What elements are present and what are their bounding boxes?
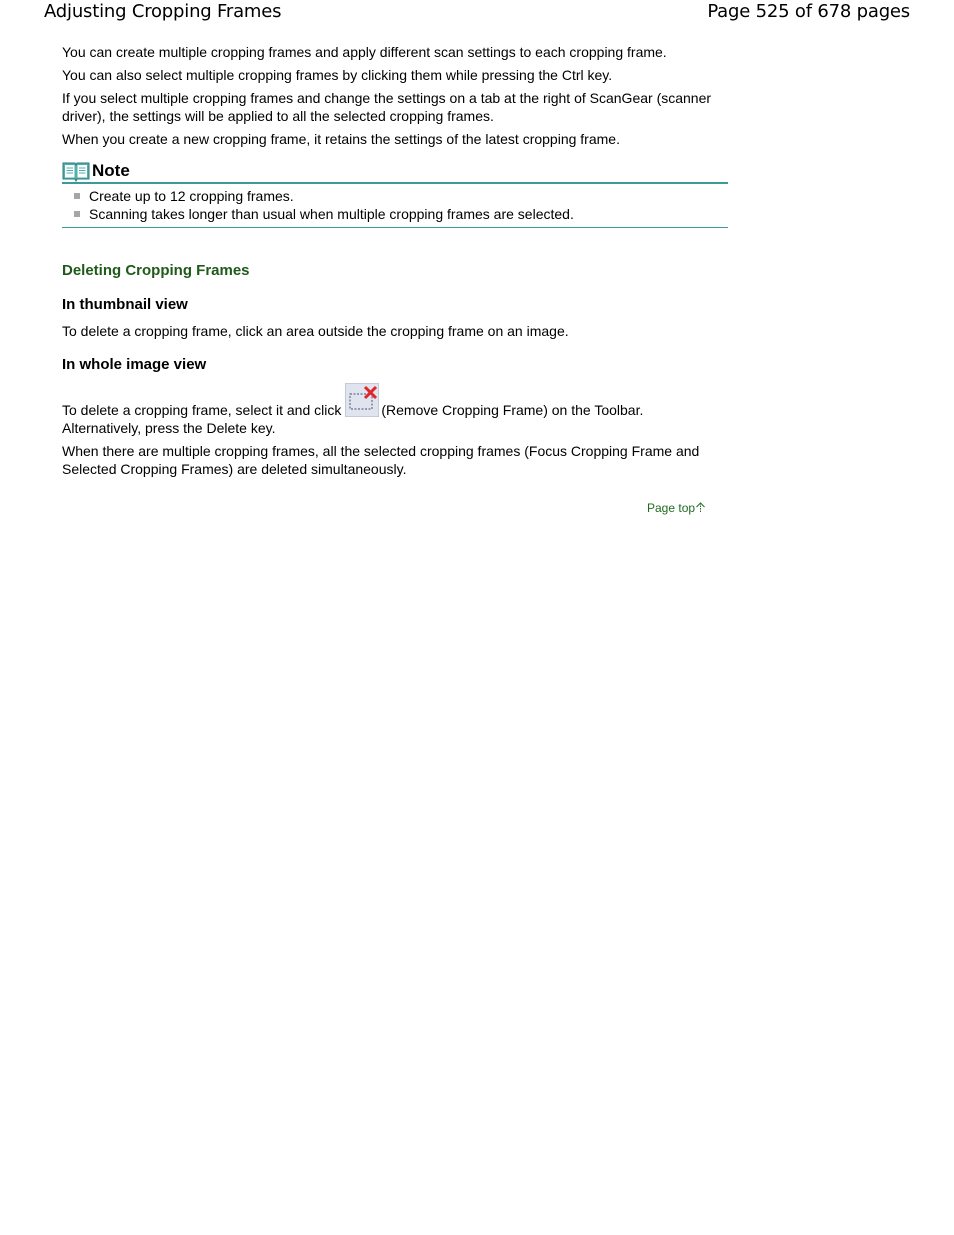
note-list [62, 184, 728, 228]
intro-paragraph: If you select multiple cropping frames and change the settings on a tab at the right of ScanGear (scanner driver), the settings will be applied to all the selected cropping frames. [62, 90, 712, 124]
note-item [62, 187, 728, 205]
instruction-text: Alternatively, press the Delete key. [62, 420, 276, 436]
remove-cropping-frame-icon [345, 383, 379, 417]
page-top-label[interactable]: Page top [647, 501, 696, 515]
document-title: Adjusting Cropping Frames [44, 1, 282, 22]
note-label: Note [92, 161, 130, 180]
book-icon [62, 160, 90, 182]
note-item-text: Create up to 12 cropping frames. [89, 188, 294, 204]
note-item-text: Scanning takes longer than usual when multiple cropping frames are selected. [89, 206, 574, 222]
note-box [62, 158, 728, 228]
page-top-link[interactable] [647, 500, 706, 516]
up-arrow-icon[interactable] [695, 502, 706, 514]
note-item [62, 205, 728, 223]
intro-paragraph: You can create multiple cropping frames and apply different scan settings to each cropping frame. [62, 44, 667, 60]
subsection-heading: In thumbnail view [62, 296, 188, 313]
intro-paragraph: You can also select multiple cropping frames by clicking them while pressing the Ctrl key. [62, 67, 613, 83]
instruction-text: To delete a cropping frame, select it and click [62, 402, 342, 418]
section-heading: Deleting Cropping Frames [62, 262, 250, 279]
page-header [44, 0, 910, 24]
square-bullet-icon [74, 193, 80, 199]
note-header [62, 158, 728, 184]
page-number: Page 525 of 678 pages [707, 1, 910, 22]
square-bullet-icon [74, 211, 80, 217]
main-content [62, 43, 728, 483]
body-paragraph: To delete a cropping frame, click an area outside the cropping frame on an image. [62, 323, 569, 339]
body-paragraph [62, 383, 728, 437]
instruction-text: (Remove Cropping Frame) on the Toolbar. [381, 402, 644, 418]
intro-paragraph: When you create a new cropping frame, it retains the settings of the latest cropping frame. [62, 131, 620, 147]
body-paragraph: When there are multiple cropping frames, all the selected cropping frames (Focus Cropping Frame and Selected Cropping Frames) are deleted simultaneously. [62, 443, 700, 477]
subsection-heading: In whole image view [62, 356, 207, 373]
